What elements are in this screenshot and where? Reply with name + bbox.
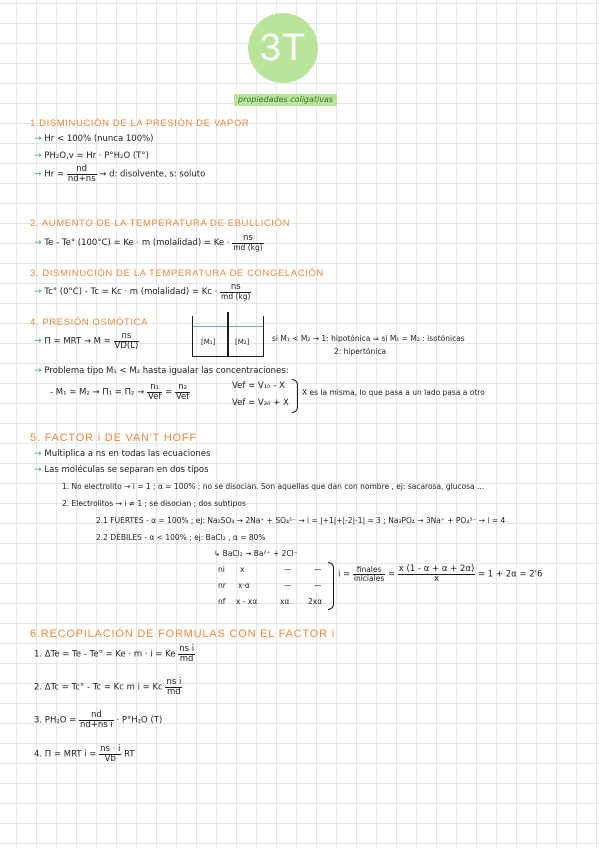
table-row-nr: nr [218,581,226,590]
box-right-label: [M₂] [235,338,250,346]
membrane [227,312,229,356]
table-cell: x - xα [236,597,258,606]
s6-formula-3: 3. PH₂O = $\frac{nd}{\text{nd+ns i}}$ · P°H₂O (T) [34,710,163,730]
s1-line-2: → PH₂O,v = Hr · P°H₂O (T°) [34,151,149,161]
arrow-icon: → [34,169,45,180]
section-1-title: 1.DISMINUCIÓN DE LA PRESIÓN DE VAPOR [30,118,250,129]
fraction: $\frac{ns \cdot i}{Vb}$ [100,744,121,764]
table-cell: x [240,565,245,574]
section-5-title: 5. FACTOR i DE VAN'T HOFF [30,432,197,444]
s6-formula-2: 2. ΔTc = Tc° - Tc = Kc m i = Kc $\frac{\text{ns i}}{md}$ [34,677,182,697]
table-row-nf: nf [218,597,226,606]
s3-formula: → Tc° (0°C) - Tc = Kc · m (molalidad) = Kc · $\frac{ns}{md (kg)}$ [34,282,251,301]
table-cell: 2xα [308,597,323,606]
table-cell: — [314,565,322,574]
s6-formula-1: 1. ΔTe = Te - Te° = Ke · m · i = Ke $\frac{\text{ns i}}{md}$ [34,644,195,664]
fraction: $\frac{\text{finales}}{\text{iniciales}}$ [353,565,385,583]
table-cell: — [284,565,292,574]
s5-no-electrolito: 1. No electrolito → i = 1 ; α = 100% ; no se disocian. Son aquellas que dan con nombre , ej: sacarosa, glucosa ... [62,482,485,491]
table-cell: — [314,581,322,590]
fraction: $\frac{x (1 - \alpha + \alpha + 2\alpha)}{x}$ [398,564,475,584]
s6-formula-4: 4. Π = MRT i = $\frac{ns \cdot i}{Vb}$ RT [34,744,135,764]
arrow-icon: → [34,465,45,475]
dissociation-reaction: ↳ BaCl₂ → Ba²⁺ + 2Cl⁻ [214,549,298,558]
osmosis-diagram [192,316,264,357]
vef-1: Vef = V₁₀ - X [232,381,285,391]
s4-cond-1: si M₁ < M₂ → 1: hipotónica ⇒ si M₁ = M₂ : isotónicas [272,334,465,343]
arrow-icon: → [34,151,45,161]
s4-problem: → Problema tipo M₁ < M₂ hasta igualar las concentraciones: [34,366,289,376]
table-cell: x·α [238,581,250,590]
s2-formula: → Te - Te° (100°C) = Ke · m (molalidad) = Ke · $\frac{ns}{md (kg)}$ [34,233,263,252]
i-formula: i = $\frac{\text{finales}}{\text{iniciales}}$ = $\frac{x (1 - \alpha + \alpha + 2\alpha)}{x}$ = 1 + 2α = 2'6 [338,564,543,584]
s5-debiles: 2.2 DÉBILES - α < 100% ; ej: BaCl₂ , α = 80% [96,533,266,542]
table-bracket [328,562,334,610]
arrow-icon: → [34,134,45,144]
subtitle-highlight: propiedades coligativas [234,94,337,106]
fraction: $\frac{\text{n₁}}{\text{Vef}}$ [147,382,162,402]
arrow-icon: → [34,287,45,297]
section-6-title: 6.RECOPILACIÓN DE FORMULAS CON EL FACTOR i [30,628,335,640]
vef-bracket [292,379,298,413]
s5-electrolitos: 2. Electrolitos → i ≠ 1 ; se disocian ; dos subtipos [62,499,246,508]
fraction: $\frac{nd}{nd+ns}$ [67,164,96,184]
arrow-icon: → [34,238,45,248]
s5-fuertes: 2.1 FUERTES - α = 100% ; ej: Na₂SO₄ → 2Na⁺ + SO₄²⁻ → i = |+1|+|-2|-1| = 3 ; Na₃PO₄ → 3Na⁺ + PO₄³⁻ → i = 4 [96,516,506,525]
box-left-label: [M₁] [201,338,216,346]
x-note: X es la misma, lo que pasa a un lado pasa a otro [302,388,485,397]
fraction: $\frac{\text{ns i}}{md}$ [166,677,182,697]
arrow-icon: → [34,366,45,376]
arrow-icon: → [34,449,45,459]
fraction: $\frac{\text{ns i}}{md}$ [179,644,195,664]
arrow-icon: → [34,336,45,347]
fraction: $\frac{ns}{md (kg)}$ [221,282,251,301]
table-cell: xα [280,597,290,606]
fraction: $\frac{nd}{\text{nd+ns i}}$ [79,710,113,730]
section-2-title: 2. AUMENTO DE LA TEMPERATURA DE EBULLICIÓN [30,218,291,229]
s1-line-3: → Hr = $\frac{nd}{nd+ns}$ → d: disolvente, s: soluto [34,164,206,184]
fraction: $\frac{ns}{md (kg)}$ [233,233,263,252]
s4-formula: → Π = MRT → M = $\frac{ns}{VD(L)}$ [34,331,139,351]
title-number: 3T [259,27,307,69]
table-cell: — [284,581,292,590]
s5-bullet-2: → Las moléculas se separan en dos tipos [34,465,209,475]
fraction: $\frac{\text{n₂}}{\text{Vef}}$ [175,382,190,402]
s5-bullet-1: → Multiplica a ns en todas las ecuaciones [34,449,211,459]
s4-equation: - M₁ = M₂ → Π₁ = Π₂ → $\frac{\text{n₁}}{\text{Vef}}$ = $\frac{\text{n₂}}{\text{Vef}}$ [50,382,190,402]
s1-line-1: → Hr < 100% (nunca 100%) [34,134,154,144]
section-4-title: 4. PRESIÓN OSMÓTICA [30,317,149,328]
s4-cond-2: 2: hipertónica [334,347,387,356]
fraction: $\frac{ns}{VD(L)}$ [114,331,139,351]
vef-2: Vef = V₂₀ + X [232,398,289,408]
section-3-title: 3. DISMINUCIÓN DE LA TEMPERATURA DE CONGELACIÓN [30,268,324,279]
table-row-ni: ni [218,565,225,574]
